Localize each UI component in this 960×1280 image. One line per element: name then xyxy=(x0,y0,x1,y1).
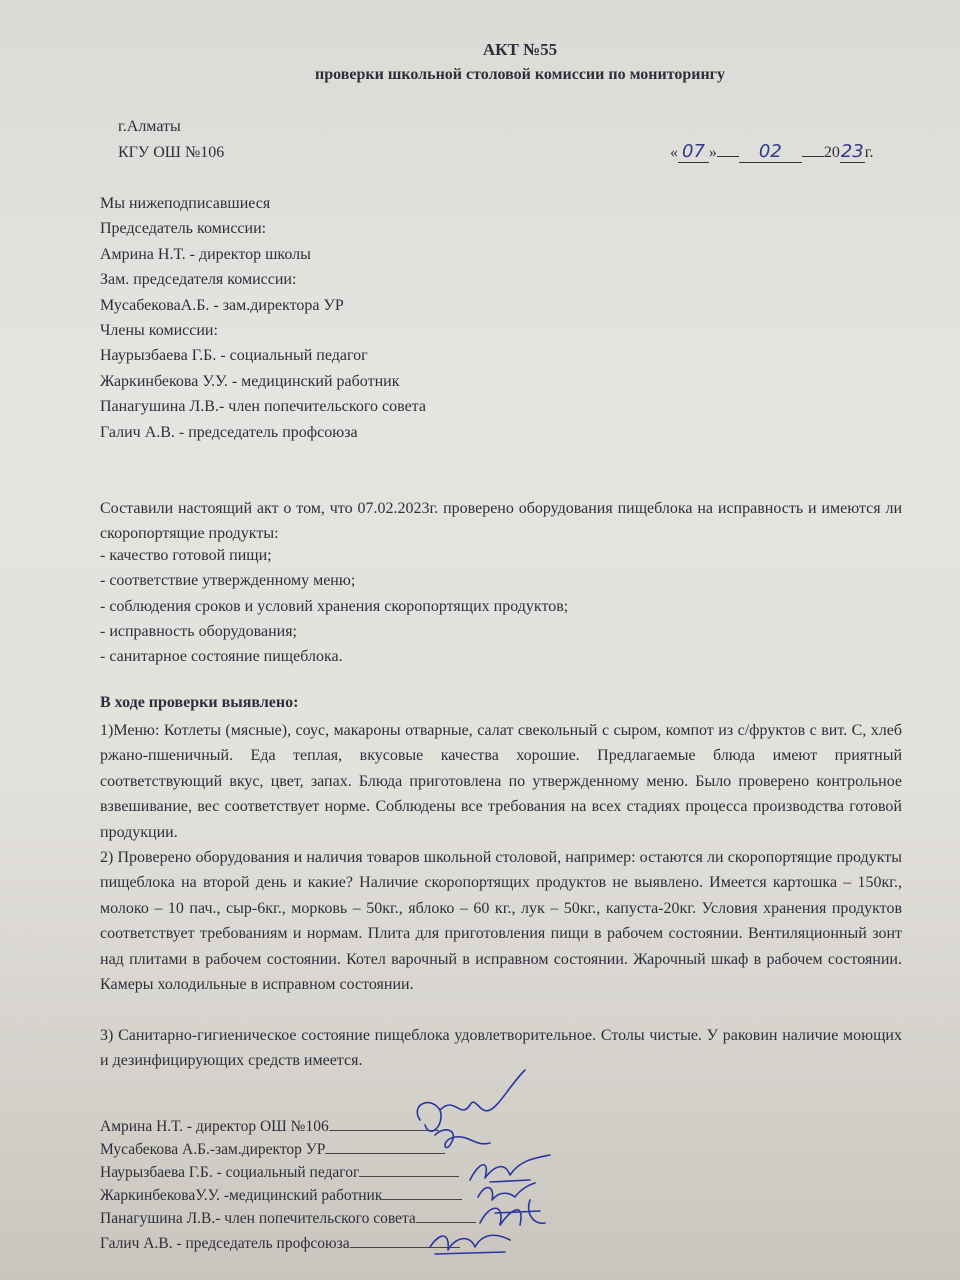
commission-line: Амрина Н.Т. - директор школы xyxy=(100,246,311,263)
commission-line: Наурызбаева Г.Б. - социальный педагог xyxy=(100,347,368,364)
date-end: г. xyxy=(864,144,874,161)
date-open-quote: « xyxy=(670,144,678,161)
date-month: 02 xyxy=(739,141,802,163)
date-year-suffix: 23 xyxy=(840,141,864,162)
commission-line: Мы нижеподписавшиеся xyxy=(100,195,271,212)
signature-line xyxy=(100,1141,445,1159)
date-year-prefix: 20 xyxy=(823,144,840,161)
checklist-item: - соблюдения сроков и условий хранения скоропортящих продуктов; xyxy=(100,598,569,615)
document-date xyxy=(670,141,873,162)
city: г.Алматы xyxy=(118,118,181,135)
commission-line: Члены комиссии: xyxy=(100,322,218,339)
school-name: КГУ ОШ №106 xyxy=(118,144,225,161)
signature-line xyxy=(100,1164,459,1182)
findings-item-equipment: 2) Проверено оборудования и наличия товаров школьной столовой, например: остаются ли скоропортящие продукты пищеблока на второй день и какие? Наличие скоропортящих продуктов не выявлено. Имеется картошка – 150кг., молоко – 10 пач., сыр-6кг., морковь – 50кг., яблоко – 60 кг., лук – 50кг., капуста-20кг. Условия хранения продуктов соответствует требованиям и нормам. Плита для приготовления пищи в рабочем состоянии. Вентиляционный зонт над плитами в рабочем состоянии. Котел варочный в исправном состоянии. Жарочный шкаф в рабочем состоянии. Камеры холодильные в исправном состоянии. xyxy=(100,849,902,994)
signature-scribble-director xyxy=(400,1065,540,1160)
commission-line: Панагушина Л.В.- член попечительского совета xyxy=(100,398,426,415)
findings-item-sanitary: 3) Санитарно-гигиеническое состояние пищеблока удовлетворительное. Столы чистые. У раковин наличие моющих и дезинфицирующих средств имеется. xyxy=(100,1027,902,1070)
commission-line: Жаркинбекова У.У. - медицинский работник xyxy=(100,373,400,390)
findings-item-menu: 1)Меню: Котлеты (мясные), соус, макароны отварные, салат свекольный с сыром, компот из с/фруктов с вит. С, хлеб ржано-пшеничный. Еда теплая, вкусовые качества хорошие. Предлагаемые блюда имеют приятный соответствующий вкус, цвет, запах. Блюда приготовлена по утвержденному меню. Было проверено контрольное взвешивание, вес соответствует норме. Соблюдены все требования на всех стадиях процесса производства готовой продукции. xyxy=(100,722,902,841)
signatory: ЖаркинбековаУ.У. -медицинский работник xyxy=(100,1187,383,1204)
checklist-item: - санитарное состояние пищеблока. xyxy=(100,648,343,665)
commission-line: Зам. председателя комиссии: xyxy=(100,271,297,288)
checklist-item: - исправность оборудования; xyxy=(100,623,297,640)
date-close-quote: » xyxy=(708,144,717,161)
commission-line: МусабековаА.Б. - зам.директора УР xyxy=(100,297,344,314)
signature-line xyxy=(100,1118,439,1136)
signature-line xyxy=(100,1235,460,1253)
signatory: Галич А.В. - председатель профсоюза xyxy=(100,1235,350,1252)
checklist-item: - качество готовой пищи; xyxy=(100,547,272,564)
signatory: Панагушина Л.В.- член попечительского совета xyxy=(100,1210,416,1227)
commission-line: Галич А.В. - председатель профсоюза xyxy=(100,424,358,441)
document-title: АКТ №55 xyxy=(482,40,558,59)
date-day: 07 xyxy=(678,141,709,163)
signature-line xyxy=(100,1187,462,1205)
signatory: Наурызбаева Г.Б. - социальный педагог xyxy=(100,1164,360,1181)
signatory: Мусабекова А.Б.-зам.директор УР xyxy=(100,1141,326,1158)
signature-scribble-union xyxy=(420,1222,520,1262)
commission-line: Председатель комиссии: xyxy=(100,220,267,237)
signatory: Амрина Н.Т. - директор ОШ №106 xyxy=(100,1118,329,1135)
intro-paragraph: Составили настоящий акт о том, что 07.02.2023г. проверено оборудования пищеблока на исправность и имеются ли скоропортящие продукты: xyxy=(100,500,902,543)
document-subtitle: проверки школьной столовой комиссии по мониторингу xyxy=(315,66,725,83)
findings-heading: В ходе проверки выявлено: xyxy=(100,694,299,711)
checklist-item: - соответствие утвержденному меню; xyxy=(100,572,356,589)
